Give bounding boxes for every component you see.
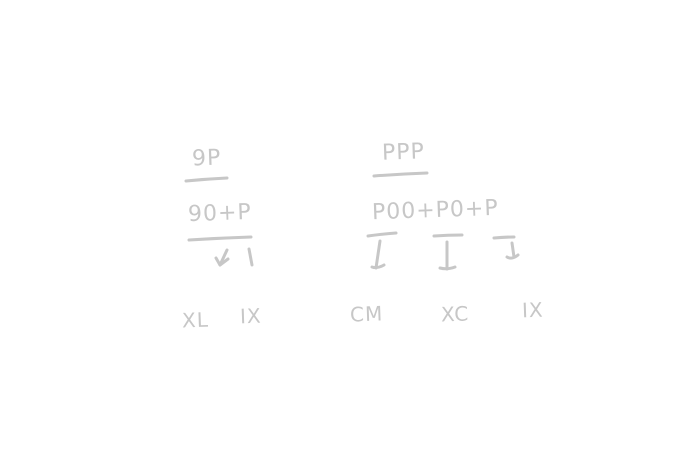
left-top-label: 9P	[191, 145, 222, 172]
right-top-label: PPP	[381, 139, 426, 166]
right-underline-3	[494, 237, 514, 238]
right-arrow-3-shaft	[512, 243, 514, 257]
left-middle-label: 90+P	[187, 199, 253, 228]
right-bottom-label-1: CM	[349, 301, 384, 327]
right-top-underline	[374, 173, 427, 176]
left-tick-mark	[249, 249, 252, 265]
left-middle-underline	[189, 237, 251, 240]
right-underline-2	[434, 235, 462, 236]
right-underline-1	[368, 233, 396, 236]
right-arrow-1-shaft	[376, 241, 380, 268]
right-middle-label: P00+P0+P	[371, 195, 500, 226]
right-bottom-label-3: IX	[521, 297, 545, 323]
left-top-underline	[186, 178, 227, 181]
right-arrow-2-foot	[440, 267, 455, 269]
right-bottom-label-2: XC	[440, 301, 470, 327]
left-bottom-label-2: IX	[239, 303, 263, 329]
left-bottom-label-1: XL	[181, 307, 210, 333]
right-arrow-1-foot	[372, 265, 384, 268]
